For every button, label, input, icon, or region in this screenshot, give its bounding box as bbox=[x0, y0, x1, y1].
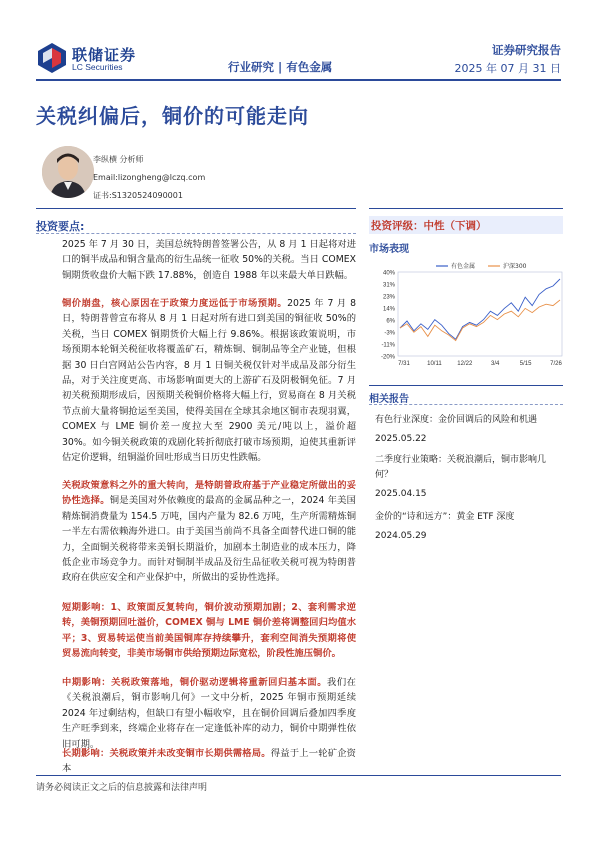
chart-plot-frame bbox=[398, 272, 562, 356]
x-tick-label: 3/4 bbox=[491, 361, 500, 367]
y-tick-label: 31% bbox=[382, 282, 395, 289]
summary-paragraph-1 bbox=[62, 237, 356, 283]
summary-p4-highlight: 短期影响：1、政策面反复转向，铜价波动预期加剧；2、套利需求逆转，美铜预期回吐溢价，COMEX 铜与 LME 铜价差将调整回归均值水平；3、贸易转运使当前美国铜库存持续攀升，套利空间消失预期将使贸易流向转变，非美市场铜市供给预期边际宽松，阶段性施压铜价。 bbox=[62, 602, 356, 660]
summary-heading: 投资要点: bbox=[36, 220, 85, 233]
summary-paragraph-6 bbox=[62, 746, 356, 777]
summary-paragraph-5 bbox=[62, 675, 356, 752]
summary-paragraph-3 bbox=[62, 478, 356, 586]
analyst-info bbox=[93, 151, 205, 205]
y-tick-label: 6% bbox=[386, 318, 395, 325]
header-divider bbox=[36, 79, 561, 81]
related-dashed-rule bbox=[369, 404, 563, 405]
rating-box bbox=[369, 216, 563, 234]
related-item[interactable] bbox=[375, 453, 560, 502]
chart-series bbox=[400, 279, 560, 341]
summary-top-rule bbox=[36, 208, 356, 209]
performance-chart bbox=[366, 258, 566, 374]
analyst-certificate: 证书:S1320524090001 bbox=[93, 191, 183, 200]
x-tick-label: 12/22 bbox=[457, 361, 473, 367]
summary-p2-text: 2025 年 7 月 8 日，特朗普曾宣布将从 8 月 1 日起对所有进口到美国的铜征收 50%的关税，当日 COMEX 铜期货价大幅上行 9.86%。根据该政策说明，市场预期本轮铜关税征收将覆盖矿石，精炼铜、铜制品等全产业链，但根据 30 日白宫网站公告内容，8 月 1 日铜关税仅针对半成品及部分衍生品，对于关注度更高、市场影响面更大的上游矿石及阴极铜免征。7 月初关税预期形成后，因预期关税铜价格将大幅上行，贸易商在 8 月关税节点前大量将铜抢运至美国，使得美国在全球其余地区铜市表现羽翼，COMEX 与 LME 铜价差一度拉大至 2900 美元/吨以上，溢价超 30%。如今铜关税政策的戏剧化转折彻底打破市场预期，迫使其重新评估定价逻辑，纽铜溢价回吐形成当日历史性跌幅。 bbox=[62, 298, 356, 464]
legend-label: 沪深300 bbox=[503, 263, 527, 270]
summary-paragraph-4 bbox=[62, 600, 356, 662]
analyst-portrait-icon bbox=[42, 146, 94, 198]
legend-label: 有色金属 bbox=[451, 263, 476, 270]
x-tick-label: 7/26 bbox=[550, 361, 562, 367]
related-item-title: 有色行业深度：金价回调后的风险和机遇 bbox=[375, 415, 538, 425]
summary-p6-highlight: 长期影响：关税政策并未改变铜市长期供需格局。 bbox=[62, 748, 271, 759]
footer-divider bbox=[36, 775, 561, 776]
analyst-name-role: 李纵横 分析师 bbox=[93, 155, 144, 164]
logo-mark-icon bbox=[36, 42, 68, 74]
related-item[interactable] bbox=[375, 510, 560, 544]
analyst-avatar bbox=[42, 146, 94, 198]
y-tick-label: -20% bbox=[380, 354, 395, 361]
x-tick-label: 7/31 bbox=[398, 361, 410, 367]
related-item-title: 金价的“诗和远方”：黄金 ETF 深度 bbox=[375, 512, 515, 522]
report-date: 2025 年 07 月 31 日 bbox=[454, 62, 561, 75]
x-tick-label: 10/11 bbox=[427, 361, 442, 367]
chart-x-ticks bbox=[398, 361, 562, 367]
report-category: 行业研究 | 有色金属 bbox=[228, 60, 333, 74]
analyst-email: Email:lizongheng@lczq.com bbox=[93, 173, 206, 182]
chart-legend bbox=[436, 262, 527, 270]
rating-value: 中性（下调） bbox=[423, 220, 487, 232]
related-item[interactable] bbox=[375, 413, 560, 447]
company-logo bbox=[36, 40, 156, 76]
report-title: 关税纠偏后，铜价的可能走向 bbox=[36, 104, 309, 128]
summary-paragraph-2 bbox=[62, 296, 356, 465]
performance-heading: 市场表现 bbox=[369, 244, 409, 255]
related-item-date: 2024.05.29 bbox=[375, 531, 427, 541]
chart-y-ticks bbox=[381, 271, 396, 361]
y-tick-label: 40% bbox=[382, 270, 395, 277]
summary-p5-text: 我们在《关税浪潮后，铜市影响几何》一文中分析，2025 年铜市预期延续 2024 年过剩结构，但缺口有望小幅收窄，且在铜价回调后叠加四季度生产旺季到来，终端企业将存在一定逢低补库的动力，铜价中期弹性依旧可期。 bbox=[62, 677, 356, 750]
y-tick-label: -3% bbox=[384, 330, 395, 337]
series-line-2 bbox=[400, 300, 560, 341]
rating-label: 投资评级： bbox=[371, 220, 424, 232]
logo-en-text: LC Securities bbox=[72, 62, 123, 72]
summary-p1-text: 2025 年 7 月 30 日，美国总统特朗普签署公告，从 8 月 1 日起将对进口的铜半成品和铜含量高的衍生品统一征收 50%的关税。当日 COMEX 铜期货收盘价大幅下跌 17.88%，创造自 1988 年以来最大单日跌幅。 bbox=[62, 239, 356, 281]
summary-p5-highlight: 中期影响：关税政策落地，铜价驱动逻辑将重新回归基本面。 bbox=[62, 677, 328, 688]
right-top-rule bbox=[369, 208, 563, 209]
y-tick-label: 23% bbox=[382, 294, 395, 301]
footer-disclaimer: 请务必阅读正文之后的信息披露和法律声明 bbox=[36, 783, 208, 793]
summary-p6-text: 得益于上一轮矿企资本 bbox=[62, 748, 356, 775]
y-tick-label: -11% bbox=[381, 342, 395, 349]
y-tick-label: 14% bbox=[382, 306, 395, 313]
x-tick-label: 5/15 bbox=[519, 361, 532, 367]
related-item-title: 二季度行业策略：关税浪潮后，铜市影响几何？ bbox=[375, 455, 547, 480]
logo-cn-text: 联储证券 bbox=[72, 46, 137, 64]
related-top-rule bbox=[369, 385, 563, 386]
related-item-date: 2025.05.22 bbox=[375, 434, 427, 444]
chart-grid bbox=[398, 272, 562, 356]
related-heading: 相关报告 bbox=[369, 394, 409, 405]
related-item-date: 2025.04.15 bbox=[375, 489, 427, 499]
summary-p3-text: 铜是美国对外依赖度的最高的金属品种之一，2024 年美国精炼铜消费量为 154.5 万吨，国内产量为 82.6 万吨，生产所需精炼铜一半左右需依赖海外进口。由于美国当前尚不具备全面替代进口铜的能力，全面铜关税将带来美铜长期溢价，加剧本土制造业的成本压力，降低企业市场竞争力。而针对铜制半成品及衍生品征收关税可视为特朗普政府在供应安全和产业保护中，所做出的妥协性选择。 bbox=[62, 495, 356, 584]
summary-p3-highlight: 关税政策意料之外的重大转向，是特朗普政府基于产业稳定所做出的妥协性选择。 bbox=[62, 480, 356, 507]
summary-p2-highlight: 铜价崩盘，核心原因在于政策力度远低于市场预期。 bbox=[62, 298, 288, 309]
summary-dashed-rule bbox=[36, 233, 356, 234]
document-type: 证券研究报告 bbox=[492, 43, 561, 57]
